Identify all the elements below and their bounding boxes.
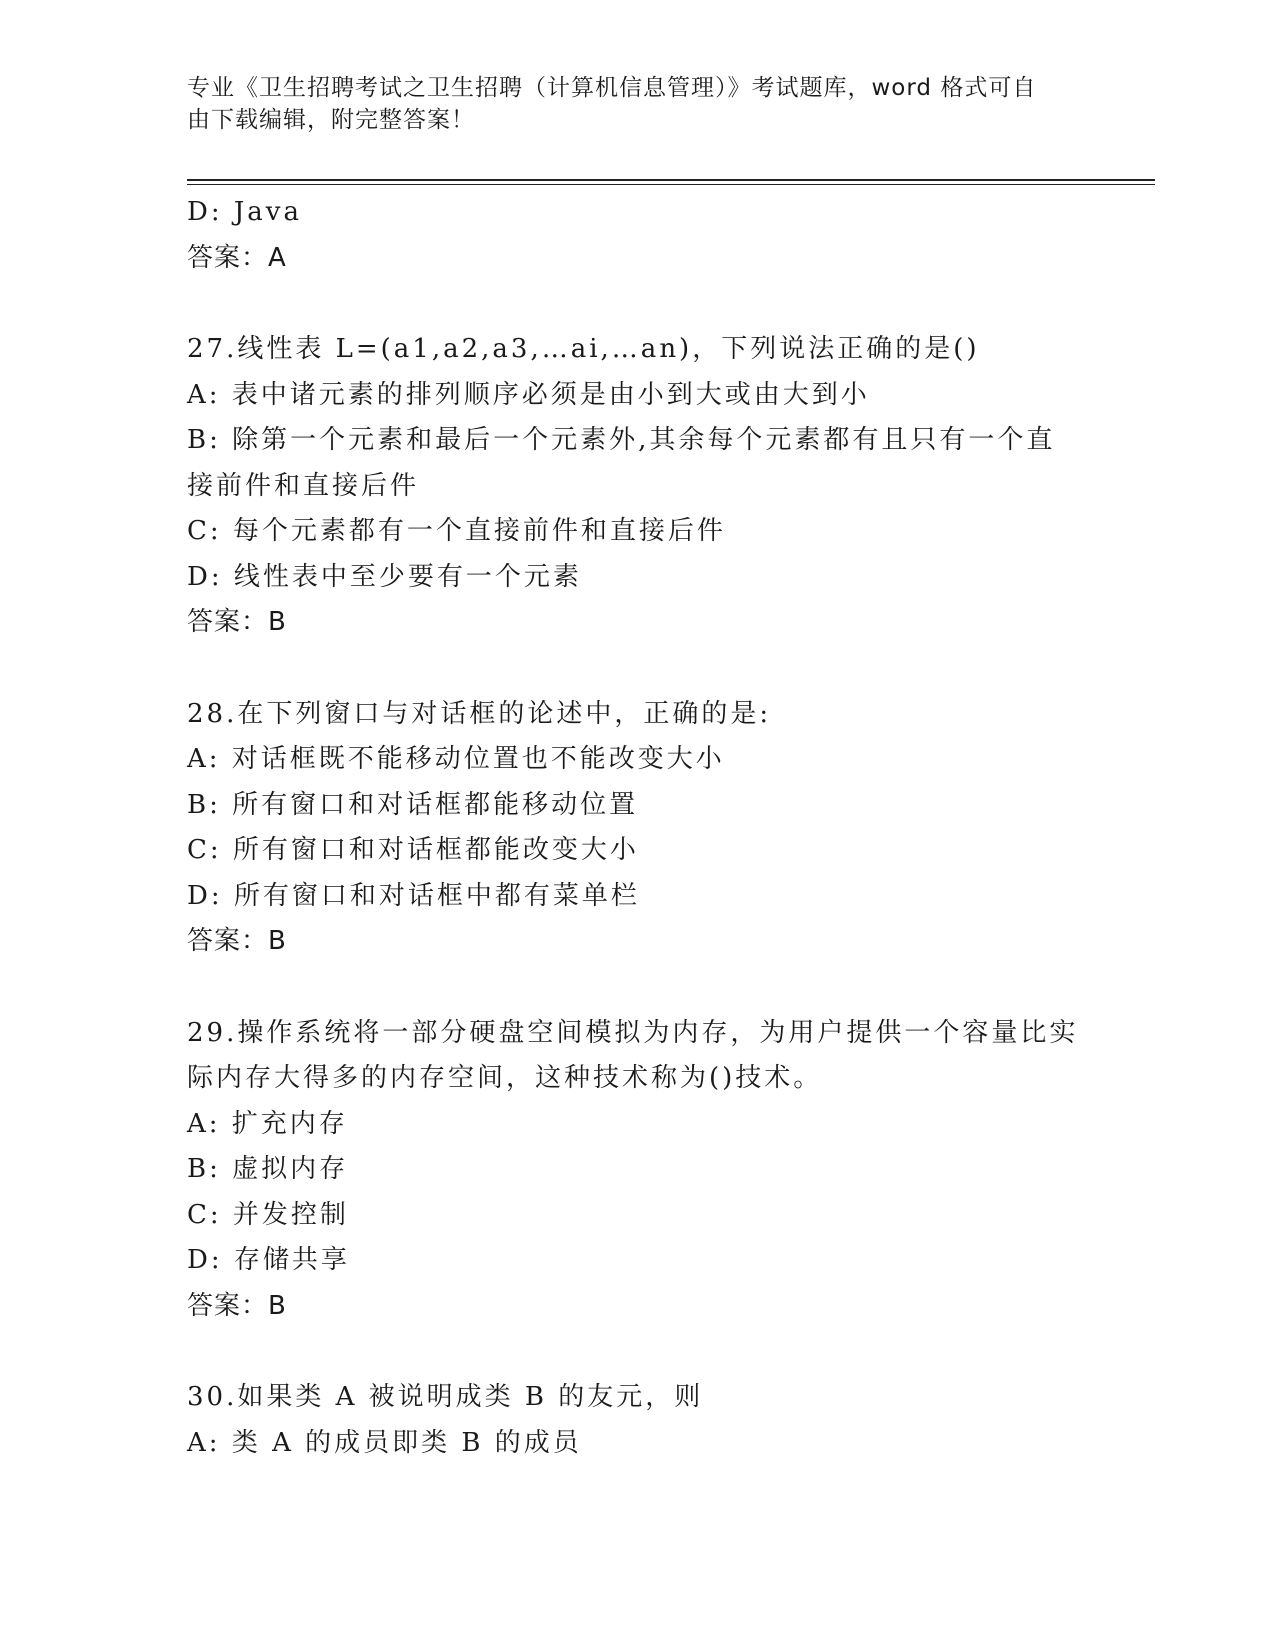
option-a: A: 类 A 的成员即类 B 的成员	[187, 1427, 582, 1458]
header-divider-thick	[187, 179, 1155, 181]
answer-line: 答案：A	[187, 242, 287, 273]
spacer	[187, 1329, 1087, 1375]
option-d: D: 线性表中至少要有一个元素	[187, 561, 582, 592]
option-b-continued: 接前件和直接后件	[187, 470, 420, 501]
header-line-1: 专业《卫生招聘考试之卫生招聘（计算机信息管理）》考试题库，word 格式可自	[187, 75, 1037, 101]
answer-line: 答案：B	[187, 926, 287, 956]
answer-line: 答案：B	[187, 607, 287, 637]
question-stem: 28.在下列窗口与对话框的论述中，正确的是:	[187, 698, 772, 729]
option-a: A: 表中诸元素的排列顺序必须是由小到大或由大到小	[187, 379, 870, 410]
option-b: B: 虚拟内存	[187, 1154, 349, 1184]
option-c: C: 每个元素都有一个直接前件和直接后件	[187, 516, 726, 546]
spacer	[187, 965, 1087, 1011]
option-c: C: 所有窗口和对话框都能改变大小	[187, 835, 639, 865]
question-stem-continued: 际内存大得多的内存空间，这种技术称为()技术。	[187, 1063, 823, 1093]
option-b: B: 除第一个元素和最后一个元素外,其余每个元素都有且只有一个直	[187, 425, 1056, 455]
option-d: D: 存储共享	[187, 1245, 350, 1275]
question-30	[187, 1375, 1087, 1466]
previous-question-tail	[187, 190, 1087, 281]
option-a: A: 对话框既不能移动位置也不能改变大小	[187, 744, 725, 774]
question-content	[187, 190, 1087, 1466]
option-b: B: 所有窗口和对话框都能移动位置	[187, 789, 639, 820]
question-stem: 29.操作系统将一部分硬盘空间模拟为内存，为用户提供一个容量比实	[187, 1017, 1079, 1048]
spacer	[187, 281, 1087, 327]
option-c: C: 并发控制	[187, 1199, 349, 1230]
question-stem: 30.如果类 A 被说明成类 B 的友元，则	[187, 1382, 704, 1412]
question-stem: 27.线性表 L=(a1,a2,a3,…ai,…an)，下列说法正确的是()	[187, 334, 980, 364]
answer-line: 答案：B	[187, 1290, 287, 1321]
header-divider-thin	[187, 184, 1155, 185]
spacer	[187, 646, 1087, 692]
question-27	[187, 327, 1087, 646]
option-d: D: 所有窗口和对话框中都有菜单栏	[187, 880, 640, 911]
header-line-2: 由下载编辑，附完整答案！	[187, 107, 475, 133]
option-a: A: 扩充内存	[187, 1108, 348, 1139]
question-29	[187, 1011, 1087, 1330]
document-header	[187, 72, 1067, 136]
question-28	[187, 692, 1087, 965]
option-d: D: Java	[187, 197, 302, 227]
